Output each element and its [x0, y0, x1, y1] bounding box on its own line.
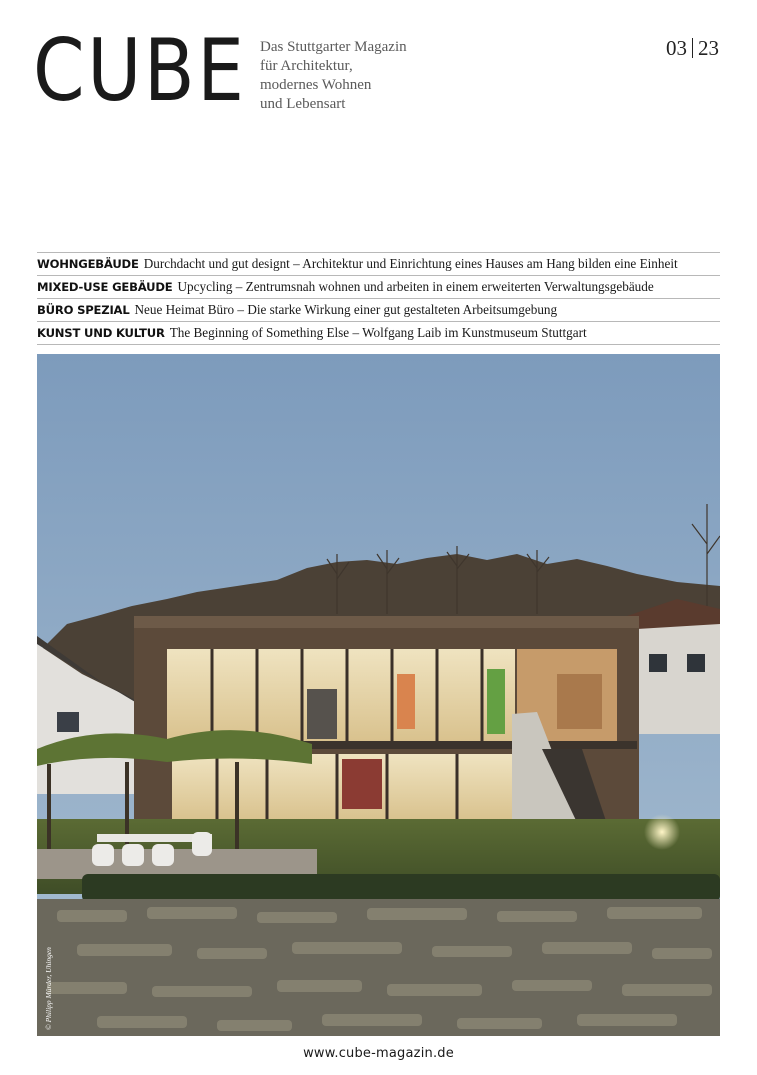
topic-category: MIXED-USE GEBÄUDE: [37, 280, 173, 294]
issue-number: [666, 36, 719, 61]
topic-headline: Upcycling – Zentrumsnah wohnen und arbeiten in einem erweiterten Verwaltungsgebäude: [177, 279, 654, 294]
topic-category: KUNST UND KULTUR: [37, 326, 165, 340]
neighbour-house-right: [637, 614, 720, 734]
issue-divider: [692, 38, 693, 58]
tagline-line: für Architektur,: [260, 58, 353, 74]
tagline-line: modernes Wohnen: [260, 77, 372, 93]
upper-glazing: [167, 649, 515, 741]
issue-month: 03: [666, 36, 687, 60]
garden-light: [644, 814, 680, 850]
tagline-line: Das Stuttgarter Magazin: [260, 39, 407, 55]
house-illustration: [37, 354, 720, 1036]
cover-photo: [37, 354, 720, 1036]
cover-topics: [37, 252, 720, 345]
topic-headline: Neue Heimat Büro – Die starke Wirkung einer gut gestalteten Arbeitsumgebung: [134, 302, 558, 317]
cover-topic: [37, 322, 720, 345]
website-url[interactable]: www.cube-magazin.de: [303, 1046, 454, 1061]
topic-category: WOHNGEBÄUDE: [37, 257, 139, 271]
magazine-logo: CUBE: [33, 21, 247, 121]
topic-headline: Durchdacht und gut designt – Architektur und Einrichtung eines Hauses am Hang bilden eine Einheit: [143, 256, 678, 271]
cover-topic: [37, 276, 720, 299]
tagline-line: und Lebensart: [260, 96, 346, 112]
issue-year: 23: [698, 36, 719, 60]
topic-category: BÜRO SPEZIAL: [37, 303, 130, 317]
photo-credit: © Philipp Mürder, Uhingen: [44, 947, 53, 1030]
topic-headline: The Beginning of Something Else – Wolfgang Laib im Kunstmuseum Stuttgart: [169, 325, 587, 340]
hedge: [82, 874, 720, 902]
cover-topic: [37, 253, 720, 276]
cover-topic: [37, 299, 720, 322]
magazine-tagline: [260, 38, 480, 114]
